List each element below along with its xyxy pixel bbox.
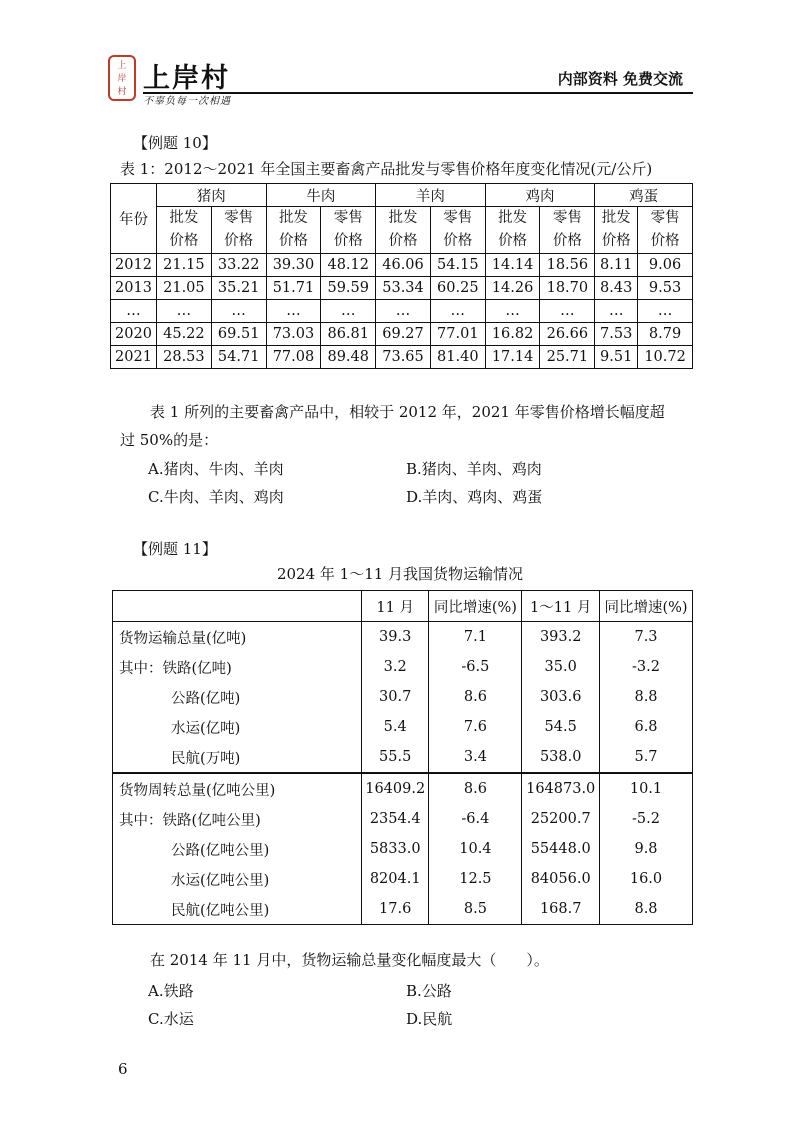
row-label: 民航(亿吨公里) — [113, 894, 362, 925]
price-cell: 69.27 — [376, 323, 431, 346]
option-a[interactable]: A.猪肉、牛肉、羊肉 — [148, 460, 284, 478]
value-cell: 16.0 — [600, 864, 693, 894]
value-cell: 17.6 — [362, 894, 429, 925]
price-cell: 25.71 — [540, 346, 595, 369]
price-cell: 8.11 — [595, 254, 638, 277]
price-cell: … — [638, 300, 693, 323]
price-cell: … — [266, 300, 321, 323]
price-cell: 7.53 — [595, 323, 638, 346]
value-cell: 8.8 — [600, 894, 693, 925]
row-label: 民航(万吨) — [113, 742, 362, 773]
value-cell: 8.5 — [429, 894, 522, 925]
value-cell: 35.0 — [522, 652, 600, 682]
value-cell: 8204.1 — [362, 864, 429, 894]
value-cell: -6.4 — [429, 804, 522, 834]
value-cell: 12.5 — [429, 864, 522, 894]
price-cell: 10.72 — [638, 346, 693, 369]
product-header: 鸡肉 — [485, 184, 595, 207]
value-cell: 6.8 — [600, 712, 693, 742]
price-cell: 18.56 — [540, 254, 595, 277]
logo-seal: 上 岸 村 — [108, 55, 136, 101]
row-label: 货物运输总量(亿吨) — [113, 622, 362, 653]
row-label: 公路(亿吨公里) — [113, 834, 362, 864]
value-cell: 8.6 — [429, 773, 522, 804]
price-cell: 73.03 — [266, 323, 321, 346]
price-cell: 51.71 — [266, 277, 321, 300]
price-cell: 60.25 — [430, 277, 485, 300]
table-row — [113, 804, 693, 834]
value-cell: 303.6 — [522, 682, 600, 712]
value-cell: 10.4 — [429, 834, 522, 864]
price-cell: 17.14 — [485, 346, 540, 369]
price-cell: 14.14 — [485, 254, 540, 277]
value-cell: 39.3 — [362, 622, 429, 653]
value-cell: 3.2 — [362, 652, 429, 682]
value-cell: 30.7 — [362, 682, 429, 712]
price-cell: 86.81 — [321, 323, 376, 346]
table-row — [111, 254, 693, 277]
table-row — [111, 277, 693, 300]
price-cell: … — [321, 300, 376, 323]
price-cell: 69.51 — [211, 323, 266, 346]
price-cell: 59.59 — [321, 277, 376, 300]
price-cell: 53.34 — [376, 277, 431, 300]
price-cell: 9.06 — [638, 254, 693, 277]
price-cell: 45.22 — [157, 323, 212, 346]
value-cell: 2354.4 — [362, 804, 429, 834]
table-row — [113, 894, 693, 925]
column-header: 同比增速(%) — [429, 591, 522, 622]
product-header: 羊肉 — [376, 184, 486, 207]
price-cell: 26.66 — [540, 323, 595, 346]
value-cell: 5.7 — [600, 742, 693, 773]
price-cell: … — [430, 300, 485, 323]
table-row — [111, 300, 693, 323]
option-b[interactable]: B.猪肉、羊肉、鸡肉 — [406, 460, 542, 478]
table-row — [111, 346, 693, 369]
table-row — [113, 834, 693, 864]
price-cell: 46.06 — [376, 254, 431, 277]
value-cell: 5.4 — [362, 712, 429, 742]
value-cell: 5833.0 — [362, 834, 429, 864]
value-cell: 393.2 — [522, 622, 600, 653]
column-header: 1～11 月 — [522, 591, 600, 622]
retail-header: 零售价格 — [430, 207, 485, 254]
wholesale-header: 批发价格 — [485, 207, 540, 254]
example-11-question: 在 2014 年 11 月中，货物运输总量变化幅度最大（ ）。 — [150, 951, 549, 969]
price-cell: 21.15 — [157, 254, 212, 277]
retail-header: 零售价格 — [211, 207, 266, 254]
price-cell: … — [485, 300, 540, 323]
year-cell: 2013 — [111, 277, 157, 300]
retail-header: 零售价格 — [638, 207, 693, 254]
logo-slogan: 不辜负每一次相遇 — [143, 96, 231, 107]
retail-header: 零售价格 — [540, 207, 595, 254]
option-d[interactable]: D.民航 — [406, 1010, 453, 1028]
product-header: 猪肉 — [157, 184, 267, 207]
price-cell: 14.26 — [485, 277, 540, 300]
value-cell: 3.4 — [429, 742, 522, 773]
example-10-question: 表 1 所列的主要畜禽产品中，相较于 2012 年，2021 年零售价格增长幅度超 过 50%的是： — [120, 403, 665, 449]
price-cell: 21.05 — [157, 277, 212, 300]
year-header: 年份 — [111, 184, 157, 254]
wholesale-header: 批发价格 — [157, 207, 212, 254]
value-cell: 16409.2 — [362, 773, 429, 804]
row-label: 公路(亿吨) — [113, 682, 362, 712]
value-cell: 10.1 — [600, 773, 693, 804]
product-header: 牛肉 — [266, 184, 376, 207]
row-label: 水运(亿吨公里) — [113, 864, 362, 894]
price-cell: 77.01 — [430, 323, 485, 346]
table-row — [113, 712, 693, 742]
value-cell: -5.2 — [600, 804, 693, 834]
value-cell: 55.5 — [362, 742, 429, 773]
value-cell: 168.7 — [522, 894, 600, 925]
price-cell: … — [595, 300, 638, 323]
row-label: 其中：铁路(亿吨公里) — [113, 804, 362, 834]
price-cell: 9.53 — [638, 277, 693, 300]
price-cell: 77.08 — [266, 346, 321, 369]
example-11-label: 【例题 11】 — [133, 540, 217, 558]
header-note: 内部资料 免费交流 — [557, 70, 683, 88]
table-1-title: 表 1：2012～2021 年全国主要畜禽产品批发与零售价格年度变化情况(元/公斤) — [120, 160, 653, 178]
price-cell: … — [157, 300, 212, 323]
price-cell: 48.12 — [321, 254, 376, 277]
price-cell: 89.48 — [321, 346, 376, 369]
table-2-title: 2024 年 1～11 月我国货物运输情况 — [276, 565, 524, 583]
value-cell: 538.0 — [522, 742, 600, 773]
header-divider — [143, 92, 693, 94]
value-cell: 54.5 — [522, 712, 600, 742]
price-cell: … — [540, 300, 595, 323]
value-cell: 84056.0 — [522, 864, 600, 894]
wholesale-header: 批发价格 — [376, 207, 431, 254]
option-a[interactable]: A.铁路 — [148, 982, 194, 1000]
table-row — [113, 652, 693, 682]
product-header: 鸡蛋 — [595, 184, 693, 207]
price-cell: 33.22 — [211, 254, 266, 277]
value-cell: 7.3 — [600, 622, 693, 653]
row-label: 水运(亿吨) — [113, 712, 362, 742]
year-cell: 2021 — [111, 346, 157, 369]
value-cell: -3.2 — [600, 652, 693, 682]
logo-name: 上岸村 — [143, 63, 230, 94]
table-row — [113, 622, 693, 653]
price-cell: 16.82 — [485, 323, 540, 346]
price-cell: 73.65 — [376, 346, 431, 369]
column-header: 11 月 — [362, 591, 429, 622]
table-row — [113, 864, 693, 894]
price-cell: 8.79 — [638, 323, 693, 346]
option-c[interactable]: C.水运 — [148, 1010, 194, 1028]
price-cell: … — [376, 300, 431, 323]
retail-header: 零售价格 — [321, 207, 376, 254]
example-10-label: 【例题 10】 — [133, 134, 217, 152]
column-header: 同比增速(%) — [600, 591, 693, 622]
price-cell: 35.21 — [211, 277, 266, 300]
value-cell: 8.8 — [600, 682, 693, 712]
table-row — [113, 773, 693, 804]
value-cell: 7.6 — [429, 712, 522, 742]
year-cell: 2020 — [111, 323, 157, 346]
table-row — [111, 323, 693, 346]
value-cell: 7.1 — [429, 622, 522, 653]
year-cell: 2012 — [111, 254, 157, 277]
row-label: 其中：铁路(亿吨) — [113, 652, 362, 682]
value-cell: 25200.7 — [522, 804, 600, 834]
option-c[interactable]: C.牛肉、羊肉、鸡肉 — [148, 488, 284, 506]
option-d[interactable]: D.羊肉、鸡肉、鸡蛋 — [406, 488, 543, 506]
price-cell: 8.43 — [595, 277, 638, 300]
price-cell: 39.30 — [266, 254, 321, 277]
value-cell: 55448.0 — [522, 834, 600, 864]
value-cell: -6.5 — [429, 652, 522, 682]
row-label: 货物周转总量(亿吨公里) — [113, 773, 362, 804]
page-header — [103, 50, 693, 107]
price-cell: 54.15 — [430, 254, 485, 277]
column-header — [113, 591, 362, 622]
value-cell: 164873.0 — [522, 773, 600, 804]
wholesale-header: 批发价格 — [266, 207, 321, 254]
price-cell: 28.53 — [157, 346, 212, 369]
option-b[interactable]: B.公路 — [406, 982, 452, 1000]
price-cell: 18.70 — [540, 277, 595, 300]
freight-table — [112, 590, 693, 925]
value-cell: 9.8 — [600, 834, 693, 864]
table-row — [113, 682, 693, 712]
table-row — [113, 742, 693, 773]
page-number: 6 — [118, 1060, 128, 1078]
year-cell: … — [111, 300, 157, 323]
price-table — [110, 183, 693, 369]
price-cell: 81.40 — [430, 346, 485, 369]
price-cell: 54.71 — [211, 346, 266, 369]
value-cell: 8.6 — [429, 682, 522, 712]
price-cell: 9.51 — [595, 346, 638, 369]
wholesale-header: 批发价格 — [595, 207, 638, 254]
price-cell: … — [211, 300, 266, 323]
